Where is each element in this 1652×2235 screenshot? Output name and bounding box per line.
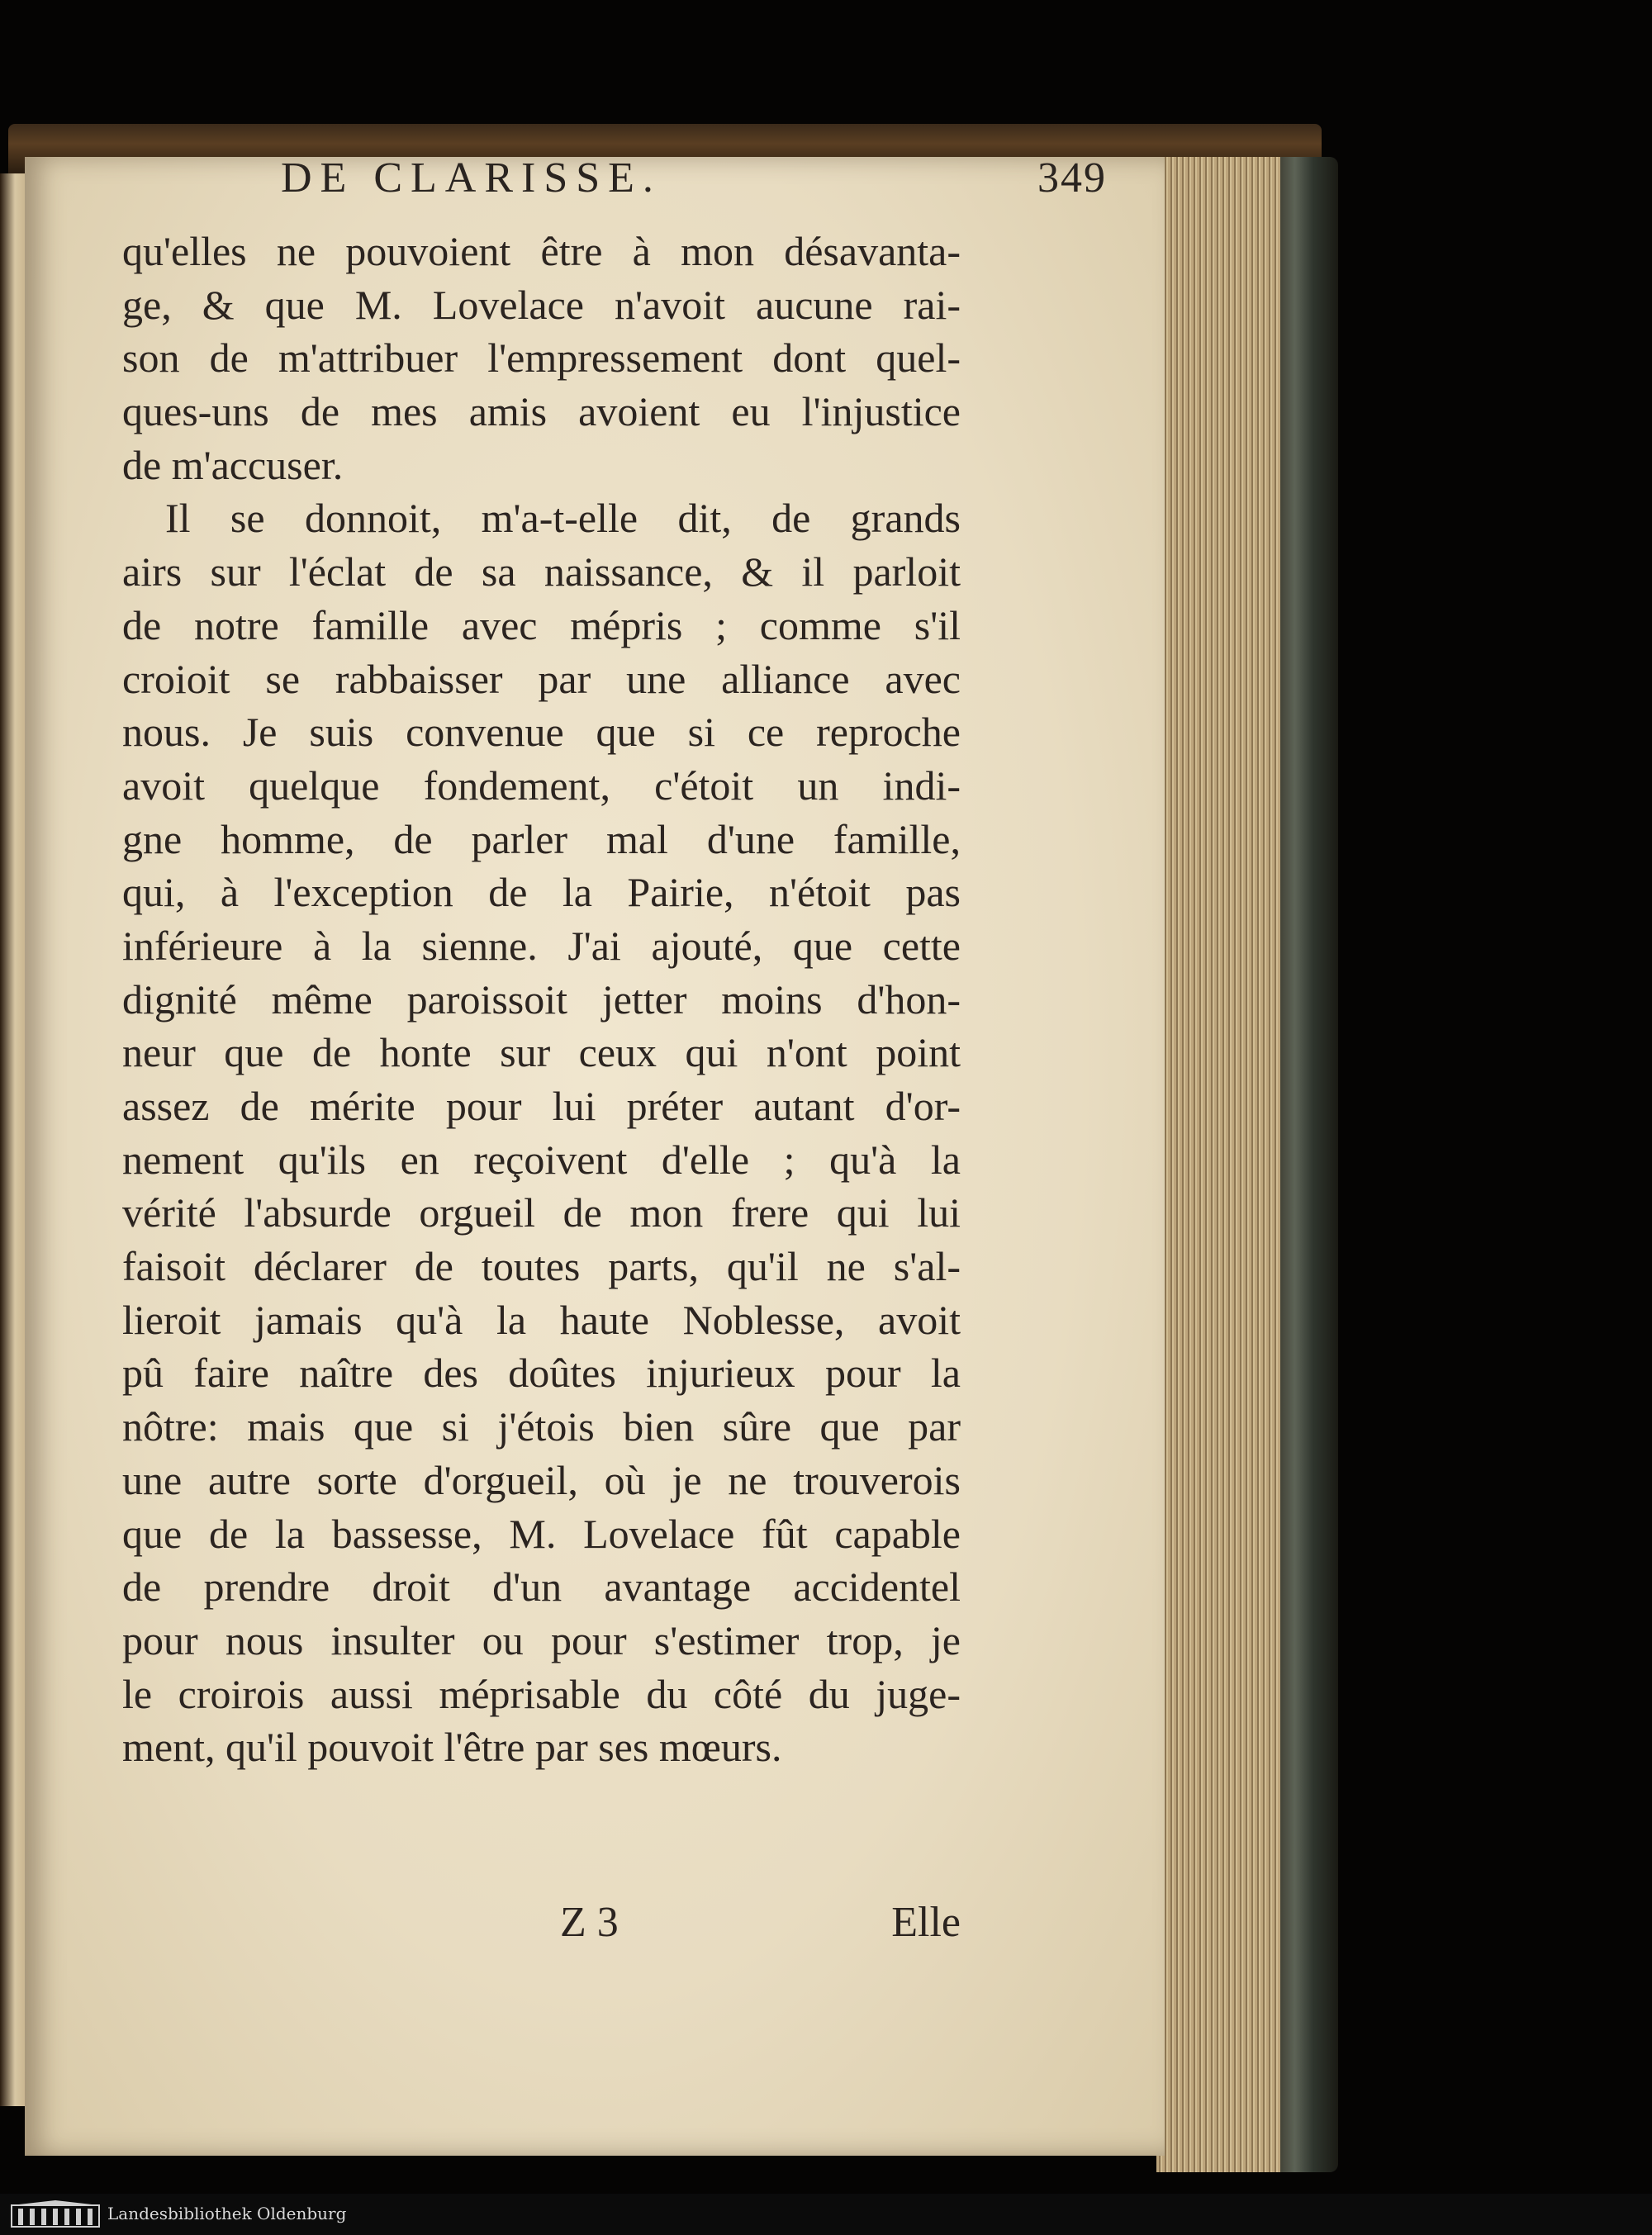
catch-line	[122, 1898, 961, 1956]
text-line: gne homme, de parler mal d'une famille,	[122, 815, 961, 862]
text-line: avoit quelque fondement, c'étoit un indi-	[122, 762, 961, 809]
text-line: neur que de honte sur ceux qui n'ont point	[122, 1029, 961, 1076]
signature-mark: Z 3	[560, 1899, 619, 1946]
text-line: le croirois aussi méprisable du côté du juge-	[122, 1670, 961, 1717]
body-text	[122, 225, 961, 1774]
text-line: dignité même paroissoit jetter moins d'hon-	[122, 975, 961, 1023]
running-head	[281, 154, 1107, 211]
text-line: airs sur l'éclat de sa naissance, & il parloit	[122, 548, 961, 596]
text-line: lieroit jamais qu'à la haute Noblesse, avoit	[122, 1296, 961, 1343]
text-line: pû faire naître des doûtes injurieux pour la	[122, 1350, 961, 1397]
footer-bar	[0, 2194, 1652, 2235]
catchword: Elle	[891, 1899, 961, 1946]
text-line: une autre sorte d'orgueil, où je ne trouverois	[122, 1456, 961, 1503]
text-line: croioit se rabbaisser par une alliance avec	[122, 655, 961, 702]
text-line: qu'elles ne pouvoient être à mon désavanta-	[122, 228, 961, 274]
text-line: son de m'attribuer l'empressement dont quel-	[122, 335, 961, 382]
text-line: nôtre: mais que si j'étois bien sûre que par	[122, 1403, 961, 1450]
text-line: nement qu'ils en reçoivent d'elle ; qu'à la	[122, 1136, 961, 1183]
text-line: ques-uns de mes amis avoient eu l'injustice	[122, 388, 961, 435]
library-logo-icon	[10, 2200, 101, 2228]
text-line: inférieure à la sienne. J'ai ajouté, que cette	[122, 922, 961, 969]
library-name: Landesbibliothek Oldenburg	[107, 2204, 347, 2223]
text-line: ment, qu'il pouvoit l'être par ses mœurs.	[122, 1724, 782, 1771]
text-line: assez de mérite pour lui préter autant d'or-	[122, 1083, 961, 1129]
text-line: de prendre droit d'un avantage accidentel	[122, 1564, 961, 1611]
text-line: pour nous insulter ou pour s'estimer trop, je	[122, 1616, 961, 1663]
text-line: de m'accuser.	[122, 441, 344, 488]
running-title: DE CLARISSE.	[281, 154, 662, 202]
page-edges	[1156, 157, 1280, 2172]
page-number: 349	[1037, 154, 1107, 202]
text-line: ge, & que M. Lovelace n'avoit aucune rai-	[122, 281, 961, 328]
text-line: vérité l'absurde orgueil de mon frere qui lui	[122, 1189, 961, 1236]
text-line: faisoit déclarer de toutes parts, qu'il ne s'al-	[122, 1243, 961, 1290]
text-line: de notre famille avec mépris ; comme s'il	[122, 601, 961, 648]
text-line: qui, à l'exception de la Pairie, n'étoit pas	[122, 869, 961, 916]
text-line: nous. Je suis convenue que si ce reproche	[122, 709, 961, 756]
text-line: Il se donnoit, m'a-t-elle dit, de grands	[165, 495, 961, 542]
text-line: que de la bassesse, M. Lovelace fût capable	[122, 1510, 961, 1557]
book-spine	[1276, 157, 1338, 2172]
